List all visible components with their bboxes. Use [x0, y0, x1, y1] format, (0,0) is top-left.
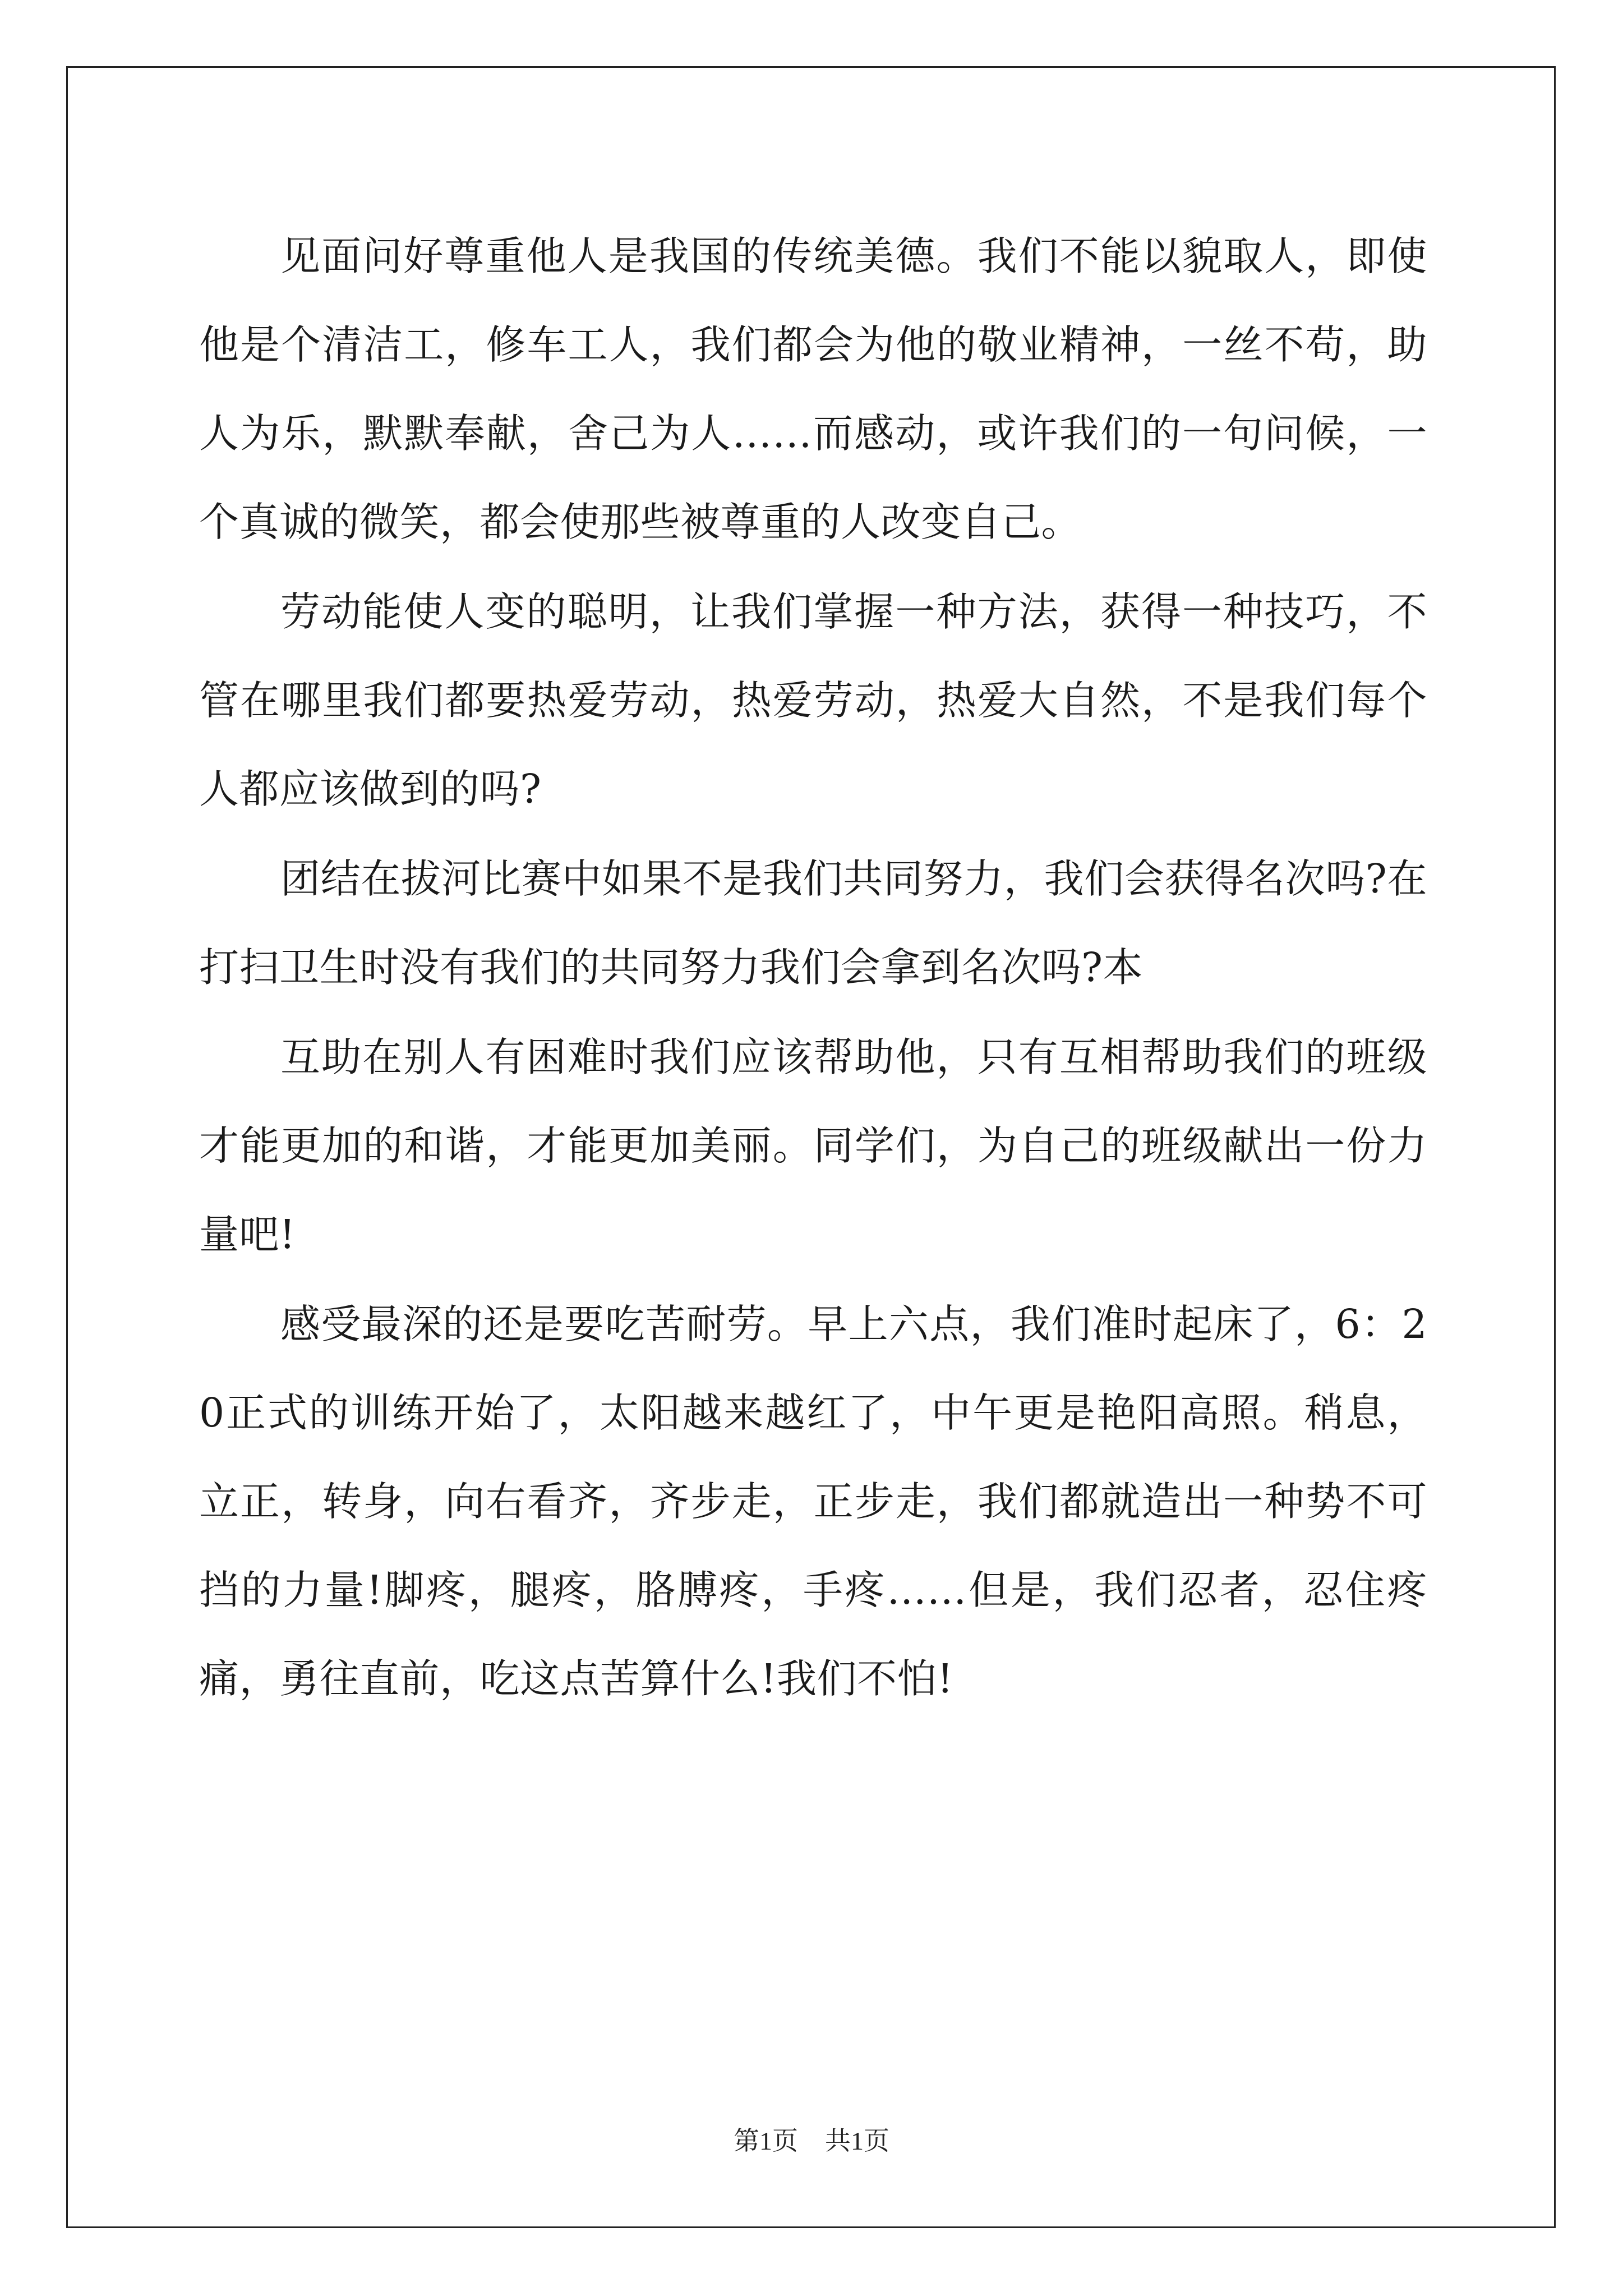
paragraph-unity: 团结在拔河比赛中如果不是我们共同努力，我们会获得名次吗?在打扫卫生时没有我们的共同努力我们会拿到名次吗?本	[199, 855, 1427, 991]
paragraph-labor: 劳动能使人变的聪明，让我们掌握一种方法，获得一种技巧，不管在哪里我们都要热爱劳动，热爱劳动，热爱大自然，不是我们每个人都应该做到的吗?	[199, 588, 1427, 812]
paragraph-mutual-help: 互助在别人有困难时我们应该帮助他，只有互相帮助我们的班级才能更加的和谐，才能更加美丽。同学们，为自己的班级献出一份力量吧!	[199, 1034, 1427, 1258]
paragraph-greeting: 见面问好尊重他人是我国的传统美德。我们不能以貌取人，即使他是个清洁工，修车工人，我们都会为他的敬业精神，一丝不苟，助人为乐，默默奉献，舍己为人……而感动，或许我们的一句问候，一个真诚的微笑，都会使那些被尊重的人改变自己。	[199, 233, 1427, 545]
page-total: 共1页	[825, 2127, 889, 2155]
document-body	[199, 212, 1427, 1724]
page-footer	[0, 2124, 1623, 2158]
page-number: 第1页	[734, 2127, 798, 2155]
paragraph-hardship: 感受最深的还是要吃苦耐劳。早上六点，我们准时起床了，6：20正式的训练开始了，太阳越来越红了，中午更是艳阳高照。稍息，立正，转身，向右看齐，齐步走，正步走，我们都就造出一种势不可挡的力量!脚疼，腿疼，胳膊疼，手疼……但是，我们忍者，忍住疼痛，勇往直前，吃这点苦算什么!我们不怕!	[199, 1301, 1427, 1702]
